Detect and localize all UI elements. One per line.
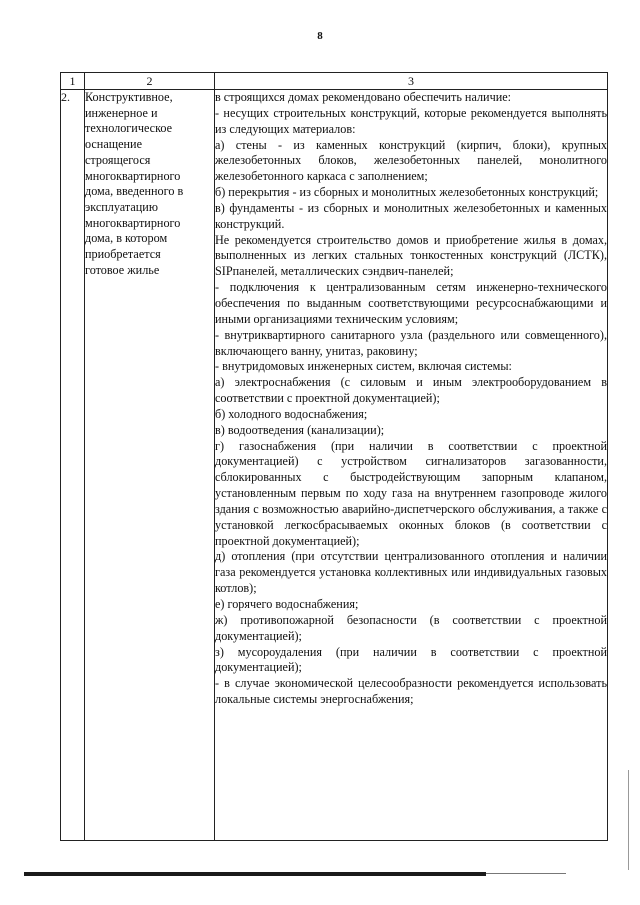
requirements-content bbox=[215, 90, 608, 841]
requirement-paragraph: г) газоснабжения (при наличии в соответствии с проектной документацией) с устройством сигнализаторов загазованности, сблокированных с быстродействующим запорным клапаном, установленным первым по ходу газа на внутреннем газопроводе жилого здания с возможностью аварийно-диспетчерского обслуживания, а также с установкой легкосбрасываемых оконных блоков (в соответствии с проектной документацией); bbox=[215, 438, 607, 548]
section-name-line: инженерное и bbox=[85, 105, 158, 120]
section-name-line: технологическое bbox=[85, 121, 173, 136]
requirement-paragraph: а) электроснабжения (с силовым и иным электрооборудованием в соответствии с проектной документацией); bbox=[215, 375, 607, 406]
section-name-line: многоквартирного bbox=[85, 215, 181, 230]
requirement-paragraph: - несущих строительных конструкций, которые рекомендуется выполнять из следующих материалов: bbox=[215, 105, 607, 136]
requirement-paragraph: - подключения к централизованным сетям инженерно-технического обеспечения по выданным соответствующими ресурсоснабжающими и иными организациями техническим условиям; bbox=[215, 280, 607, 326]
section-name-line: оснащение bbox=[85, 137, 142, 152]
table-header-row bbox=[61, 73, 608, 90]
section-name-line: готовое жилье bbox=[85, 262, 160, 277]
section-name-line: дома, введенного в bbox=[85, 184, 184, 199]
requirements-table bbox=[60, 72, 608, 841]
page-number: 8 bbox=[317, 30, 323, 42]
section-name-line: строящегося bbox=[85, 152, 151, 167]
section-name bbox=[85, 90, 215, 841]
section-name-line: приобретается bbox=[85, 247, 161, 262]
requirement-paragraph: д) отопления (при отсутствии централизованного отопления и наличии газа рекомендуется установка коллективных или индивидуальных газовых котлов); bbox=[215, 549, 607, 596]
requirement-paragraph: Не рекомендуется строительство домов и приобретение жилья в домах, выполненных из легких стальных тонкостенных конструкций (ЛСТК), SIPпанелей, металлических сэндвич-панелей; bbox=[215, 232, 607, 279]
section-name-line: Конструктивное, bbox=[85, 90, 173, 104]
table-row bbox=[61, 90, 608, 841]
bottom-rule-tail bbox=[486, 873, 566, 874]
requirement-paragraph: - внутридомовых инженерных систем, включая системы: bbox=[215, 359, 512, 374]
section-name-line: дома, в котором bbox=[85, 231, 168, 246]
requirement-paragraph: а) стены - из каменных конструкций (кирпич, блоки), крупных железобетонных блоков, железобетонных панелей, монолитного железобетонного каркаса с заполнением; bbox=[215, 137, 607, 184]
requirement-paragraph: в) водоотведения (канализации); bbox=[215, 422, 385, 437]
header-col-2: 2 bbox=[85, 73, 215, 90]
section-name-line: эксплуатацию bbox=[85, 199, 158, 214]
section-name-line: многоквартирного bbox=[85, 168, 181, 183]
header-col-1: 1 bbox=[61, 73, 85, 90]
requirement-paragraph: - в случае экономической целесообразности рекомендуется использовать локальные системы энергоснабжения; bbox=[215, 676, 607, 707]
requirement-paragraph: ж) противопожарной безопасности (в соответствии с проектной документацией); bbox=[215, 612, 607, 643]
requirement-paragraph: в строящихся домах рекомендовано обеспечить наличие: bbox=[215, 90, 512, 104]
requirement-paragraph: е) горячего водоснабжения; bbox=[215, 597, 359, 611]
row-number: 2. bbox=[61, 90, 85, 841]
requirement-paragraph: в) фундаменты - из сборных и монолитных железобетонных и каменных конструкций. bbox=[215, 200, 607, 231]
requirement-paragraph: б) перекрытия - из сборных и монолитных железобетонных конструкций; bbox=[215, 185, 599, 200]
requirement-paragraph: з) мусороудаления (при наличии в соответствии с проектной документацией); bbox=[215, 644, 607, 675]
requirement-paragraph: - внутриквартирного санитарного узла (раздельного или совмещенного), включающего ванну, унитаз, раковину; bbox=[215, 327, 607, 358]
bottom-rule bbox=[24, 872, 486, 876]
scan-mark bbox=[628, 770, 629, 870]
header-col-3: 3 bbox=[215, 73, 608, 90]
requirement-paragraph: б) холодного водоснабжения; bbox=[215, 406, 368, 421]
